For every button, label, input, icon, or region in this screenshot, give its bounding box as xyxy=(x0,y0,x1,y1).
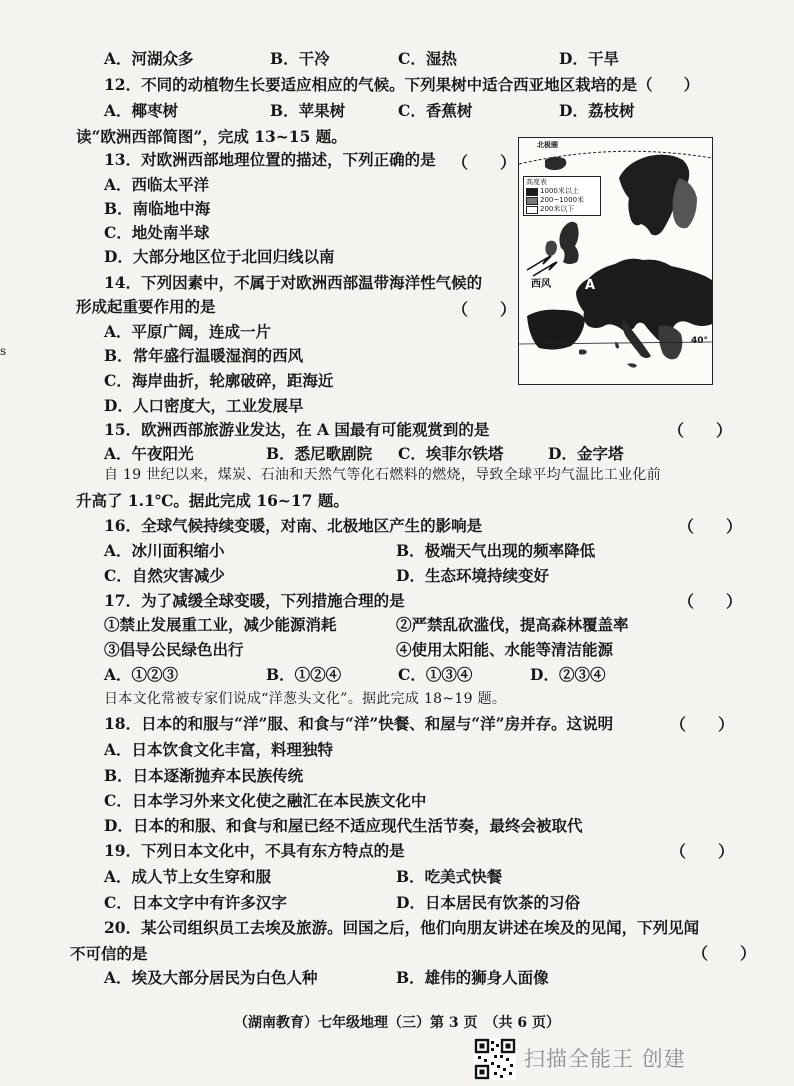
q16-answer-paren: （ ） xyxy=(678,517,743,536)
q18-option-c: C．日本学习外来文化使之融汇在本民族文化中 xyxy=(104,791,427,810)
q18-answer-paren: （ ） xyxy=(670,715,735,734)
q17-answer-paren: （ ） xyxy=(678,592,743,611)
legend-swatch-high xyxy=(526,188,538,196)
q12-option-c: C．香蕉树 xyxy=(398,101,473,120)
q19-stem: 19．下列日本文化中，不具有东方特点的是 xyxy=(104,841,405,860)
q11-option-a: A．河湖众多 xyxy=(104,49,194,68)
q16-stem: 16．全球气候持续变暖，对南、北极地区产生的影响是 xyxy=(104,516,483,535)
q16-option-d: D．生态环境持续变好 xyxy=(396,566,549,585)
q20-answer-paren: （ ） xyxy=(692,944,757,963)
legend-title: 高度表 xyxy=(526,178,547,186)
western-europe-map xyxy=(518,137,713,385)
legend-label-high: 1000米以上 xyxy=(540,187,579,195)
q17-option-d: D．②③④ xyxy=(530,665,606,684)
q18-option-d: D．日本的和服、和食与和屋已经不适应现代生活节奏，最终会被取代 xyxy=(104,816,583,835)
great-britain-shape xyxy=(559,222,578,264)
q17-option-a: A．①②③ xyxy=(104,665,179,684)
legend-swatch-low xyxy=(526,206,538,214)
q14-option-c: C．海岸曲折，轮廓破碎，距海近 xyxy=(104,371,334,390)
q12-option-a: A．椰枣树 xyxy=(104,101,179,120)
q15-option-c: C．埃菲尔铁塔 xyxy=(398,444,504,463)
q20-option-b: B．雄伟的狮身人面像 xyxy=(396,968,549,987)
q20-stem-line1: 20．某公司组织员工去埃及旅游。回国之后，他们向朋友讲述在埃及的见闻，下列见闻 xyxy=(104,918,700,937)
intro-16-17-line1: 自 19 世纪以来，煤炭、石油和天然气等化石燃料的燃烧，导致全球平均气温比工业化前 xyxy=(104,467,662,483)
q13-option-c: C．地处南半球 xyxy=(104,223,210,242)
q18-stem: 18．日本的和服与“洋”服、和食与“洋”快餐、和屋与“洋”房并存。这说明 xyxy=(104,714,614,733)
q13-option-d: D．大部分地区位于北回归线以南 xyxy=(104,247,335,266)
q14-answer-paren: （ ） xyxy=(452,300,517,319)
q15-option-b: B．悉尼歌剧院 xyxy=(266,444,373,463)
ireland-shape xyxy=(545,241,557,256)
mediterranean-islands xyxy=(579,342,637,368)
mainland-europe-shape xyxy=(576,259,712,340)
q19-answer-paren: （ ） xyxy=(670,842,735,861)
q19-option-a: A．成人节上女生穿和服 xyxy=(104,867,272,886)
q19-option-b: B．吃美式快餐 xyxy=(396,867,503,886)
q15-stem: 15．欧洲西部旅游业发达，在 A 国最有可能观赏到的是 xyxy=(104,420,490,439)
q16-option-c: C．自然灾害减少 xyxy=(104,566,225,585)
q17-item-4: ④使用太阳能、水能等清洁能源 xyxy=(396,640,614,659)
q13-stem: 13．对欧洲西部地理位置的描述，下列正确的是 xyxy=(104,150,436,169)
intro-16-17-line2: 升高了 1.1℃。据此完成 16~17 题。 xyxy=(76,491,349,510)
q15-option-a: A．午夜阳光 xyxy=(104,444,194,463)
wind-label: 西风 xyxy=(531,279,551,290)
q19-option-c: C．日本文字中有许多汉字 xyxy=(104,893,287,912)
q14-option-d: D．人口密度大，工业发展早 xyxy=(104,396,304,415)
country-a-label: A xyxy=(585,278,596,293)
q12-option-b: B．苹果树 xyxy=(270,101,346,120)
q18-option-a: A．日本饮食文化丰富，料理独特 xyxy=(104,740,334,759)
scanner-watermark: 扫描全能王 创建 xyxy=(524,1047,686,1071)
q13-option-b: B．南临地中海 xyxy=(104,199,211,218)
map-legend xyxy=(523,176,601,216)
legend-row-high xyxy=(526,187,598,196)
q17-item-1: ①禁止发展重工业，减少能源消耗 xyxy=(104,615,337,634)
page-footer: （湖南教育）七年级地理（三）第 3 页 （共 6 页） xyxy=(234,1015,560,1031)
q18-option-b: B．日本逐渐抛弃本民族传统 xyxy=(104,766,304,785)
q19-option-d: D．日本居民有饮茶的习俗 xyxy=(396,893,580,912)
q11-option-b: B．干冷 xyxy=(270,49,330,68)
q12-stem: 12．不同的动植物生长要适应相应的气候。下列果树中适合西亚地区栽培的是（ ） xyxy=(104,75,700,94)
edge-mark: s xyxy=(0,344,7,358)
q16-option-a: A．冰川面积缩小 xyxy=(104,541,225,560)
qr-code-icon xyxy=(474,1038,516,1080)
q20-option-a: A．埃及大部分居民为白色人种 xyxy=(104,968,318,987)
q14-option-b: B．常年盛行温暖湿润的西风 xyxy=(104,346,304,365)
q20-stem-line2: 不可信的是 xyxy=(70,944,148,963)
legend-label-low: 200米以下 xyxy=(540,205,575,213)
intro-18-19: 日本文化常被专家们说成“洋葱头文化”。据此完成 18~19 题。 xyxy=(104,691,507,707)
q17-item-3: ③倡导公民绿色出行 xyxy=(104,640,244,659)
q15-option-d: D．金字塔 xyxy=(548,444,624,463)
q17-option-c: C．①③④ xyxy=(398,665,473,684)
q13-answer-paren: （ ） xyxy=(452,153,517,172)
q15-answer-paren: （ ） xyxy=(668,421,733,440)
q11-option-c: C．湿热 xyxy=(398,49,457,68)
arctic-circle-label: 北极圈 xyxy=(537,141,558,149)
legend-row-low xyxy=(526,205,598,214)
intro-13-15: 读“欧洲西部简图”，完成 13~15 题。 xyxy=(76,127,347,146)
legend-row-mid xyxy=(526,196,598,205)
finland-shape xyxy=(673,178,697,228)
q17-option-b: B．①②④ xyxy=(266,665,342,684)
q12-option-d: D．荔枝树 xyxy=(559,101,635,120)
q11-option-d: D．干旱 xyxy=(559,49,619,68)
q16-option-b: B．极端天气出现的频率降低 xyxy=(396,541,596,560)
latitude-40-label: 40° xyxy=(691,336,709,346)
legend-label-mid: 200~1000米 xyxy=(540,196,585,204)
q14-stem-line1: 14．下列因素中，不属于对欧洲西部温带海洋性气候的 xyxy=(104,273,483,292)
map-drawing xyxy=(519,138,712,384)
iceland-shape xyxy=(545,157,566,170)
legend-swatch-mid xyxy=(526,197,538,205)
westerly-wind-arrows xyxy=(527,256,557,276)
q14-option-a: A．平原广阔，连成一片 xyxy=(104,322,272,341)
q17-item-2: ②严禁乱砍滥伐，提高森林覆盖率 xyxy=(396,615,629,634)
q14-stem-line2: 形成起重要作用的是 xyxy=(76,297,216,316)
q17-stem: 17．为了减缓全球变暖，下列措施合理的是 xyxy=(104,591,405,610)
q13-option-a: A．西临太平洋 xyxy=(104,175,210,194)
